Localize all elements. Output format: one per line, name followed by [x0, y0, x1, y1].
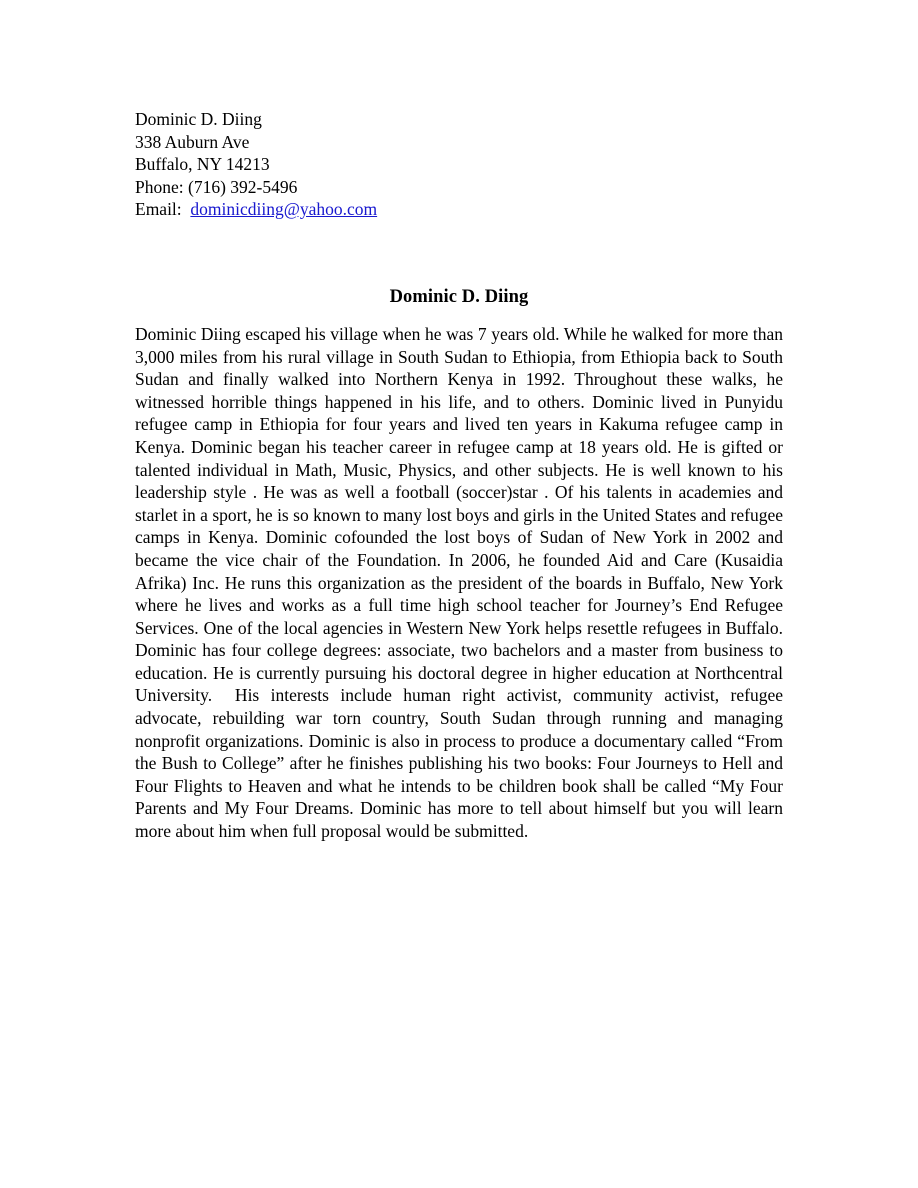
- contact-city-state-zip: Buffalo, NY 14213: [135, 154, 270, 175]
- contact-email-label: Email:: [135, 199, 191, 220]
- email-link[interactable]: dominicdiing@yahoo.com: [190, 199, 378, 220]
- contact-email-line: [135, 198, 783, 221]
- contact-street: 338 Auburn Ave: [135, 131, 250, 152]
- document-content: [135, 108, 788, 860]
- contact-phone: Phone: (716) 392-5496: [135, 176, 298, 197]
- contact-name: Dominic D. Diing: [135, 109, 262, 129]
- biography-paragraph: Dominic Diing escaped his village when he was 7 years old. While he walked for more than 3,000 miles from his rural village in South Sudan to Ethiopia, from Ethiopia back to South Sudan and finally walked into Northern Kenya in 1992. Throughout these walks, he witnessed horrible things happened in his life, and to others. Dominic lived in Punyidu refugee camp in Ethiopia for four years and lived ten years in Kakuma refugee camp in Kenya. Dominic began his teacher career in refugee camp at 18 years old. He is gifted or talented individual in Math, Music, Physics, and other subjects. He is well known to his leadership style . He was as well a football (soccer)star . Of his talents in academies and starlet in a sport, he is so known to many lost boys and girls in the United States and refugee camps in Kenya. Dominic cofounded the lost boys of Sudan of New York in 2002 and became the vice chair of the Foundation. In 2006, he founded Aid and Care (Kusaidia Afrika) Inc. He runs this organization as the president of the boards in Buffalo, New York where he lives and works as a full time high school teacher for Journey’s End Refugee Services. One of the local agencies in Western New York helps resettle refugees in Buffalo. Dominic has four college degrees: associate, two bachelors and a master from business to education. He is currently pursuing his doctoral degree in higher education at Northcentral University. His interests include human right activist, community activist, refugee advocate, rebuilding war torn country, South Sudan through running and managing nonprofit organizations. Dominic is also in process to produce a documentary called “From the Bush to College” after he finishes publishing his two books: Four Journeys to Hell and Four Flights to Heaven and what he intends to be children book shall be called “My Four Parents and My Four Dreams. Dominic has more to tell about himself but you will learn more about him when full proposal would be submitted.: [135, 323, 788, 842]
- contact-block: [135, 108, 783, 221]
- page-title: Dominic D. Diing: [389, 286, 529, 307]
